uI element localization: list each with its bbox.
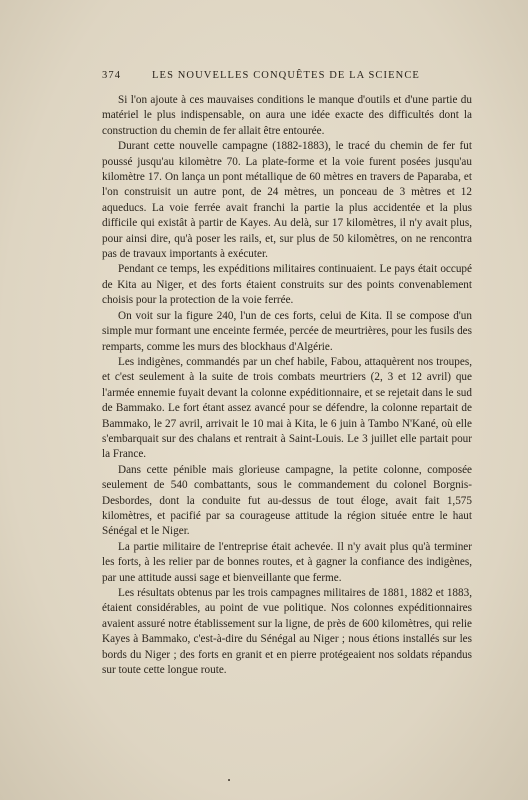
body-text: [102, 93, 472, 678]
paragraph: Les résultats obtenus par les trois campagnes militaires de 1881, 1882 et 1883, étaient considérables, au point de vue politique. Nos colonnes expéditionnaires avaient assuré notre établissement sur la ligne, de près de 600 kilomètres, qui relie Kayes à Bammako, c'est-à-dire du Sénégal au Niger ; nous étions installés sur les bords du Niger ; des forts en granit et en pierre protégeaient nos soldats répandus sur toute cette longue route.: [102, 587, 472, 677]
page-header: [102, 70, 470, 86]
page-number: 374: [102, 70, 122, 81]
paragraph: Si l'on ajoute à ces mauvaises conditions le manque d'outils et d'une partie du matériel le plus indispensable, on aura une idée exacte des difficultés dont la construction du chemin de fer allait être entourée.: [102, 94, 472, 137]
paragraph: Les indigènes, commandés par un chef habile, Fabou, attaquèrent nos troupes, et c'est seulement à la suite de trois combats meurtriers (2, 3 et 12 avril) que l'armée ennemie fuyait devant la colonne expéditionnaire, et se rejetait dans le sud de Bammako. Le fort étant assez avancé pour se défendre, la colonne repartait de Bammako, le 27 avril, arrivait le 10 mai à Kita, le 6 juin à Tambo N'Kané, où elle s'embarquait sur des chalans et rentrait à Saint-Louis. Le 3 juillet elle partait pour la France.: [102, 355, 472, 461]
paragraph: La partie militaire de l'entreprise était achevée. Il n'y avait plus qu'à terminer les forts, à les relier par de bonnes routes, et à gagner la confiance des indigènes, par une attitude aussi sage et bienveillante que ferme.: [102, 540, 472, 584]
running-title: LES NOUVELLES CONQUÊTES DE LA SCIENCE: [152, 70, 420, 81]
paragraph: Pendant ce temps, les expéditions militaires continuaient. Le pays était occupé de Kita au Niger, et des forts étaient construits sur des points convenablement choisis pour la protection de la voie ferrée.: [102, 263, 472, 307]
footer-mark: •: [227, 776, 231, 785]
paragraph: Durant cette nouvelle campagne (1882-1883), le tracé du chemin de fer fut poussé jusqu'au kilomètre 70. La plate-forme et la voie furent posées jusqu'au kilomètre 17. On lança un pont métallique de 60 mètres en travers de Paparaba, et l'on construisit un autre pont, de 24 mètres, un ponceau de 3 mètres et 12 aqueducs. La voie ferrée avait franchi la partie la plus accidentée et la plus difficile qui existât à partir de Kayes. Au delà, sur 17 kilomètres, il n'y avait plus, pour ainsi dire, qu'à poser les rails, et, sur plus de 50 kilomètres, on ne rencontra pas de travaux importants à exécuter.: [102, 140, 472, 261]
paragraph: Dans cette pénible mais glorieuse campagne, la petite colonne, composée seulement de 540 combattants, sous le commandement du colonel Borgnis-Desbordes, dont la conduite fut au-dessus de tout éloge, avait fait 1,575 kilomètres, et pacifié par sa courageuse attitude la région située entre le haut Sénégal et le Niger.: [102, 463, 472, 538]
paragraph: On voit sur la figure 240, l'un de ces forts, celui de Kita. Il se compose d'un simple mur formant une enceinte fermée, percée de meurtrières, pour les fusils des remparts, comme les murs des blockhaus d'Algérie.: [102, 309, 472, 353]
